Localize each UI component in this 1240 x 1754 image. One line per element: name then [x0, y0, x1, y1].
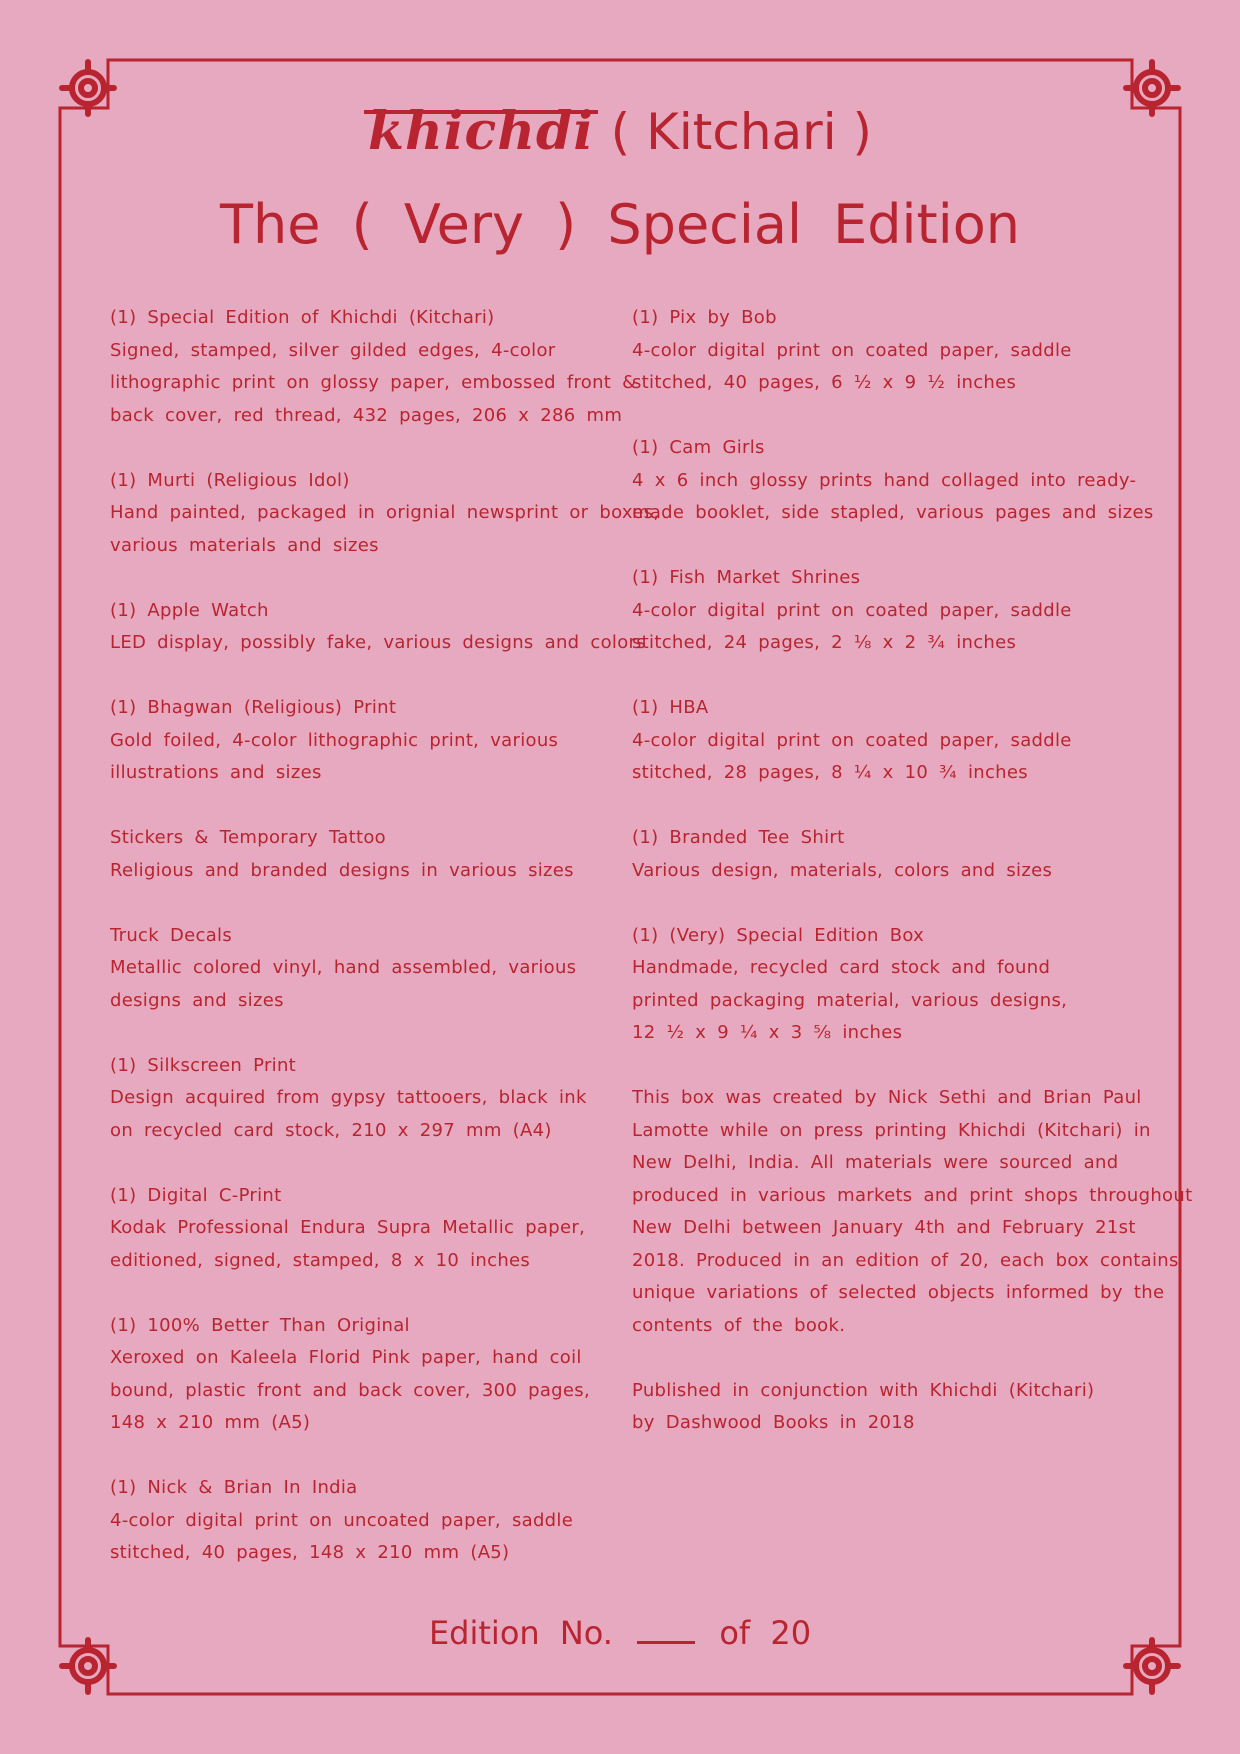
- entry-line: Signed, stamped, silver gilded edges, 4-color: [110, 339, 556, 361]
- brand-wordmark: khichdi: [367, 101, 595, 162]
- entry-line: LED display, possibly fake, various designs and colors: [110, 632, 646, 653]
- entry-line: illustrations and sizes: [110, 762, 322, 783]
- entry-line: 148 x 210 mm (A5): [110, 1412, 311, 1433]
- entry-title: Stickers & Temporary Tattoo: [110, 827, 386, 848]
- entry-line: 4 x 6 inch glossy prints hand collaged into ready-: [632, 469, 1137, 491]
- entry-line: Religious and branded designs in various sizes: [110, 859, 574, 881]
- entry-line: New Delhi, India. All materials were sourced and: [632, 1152, 1119, 1173]
- entry-line: 4-color digital print on coated paper, saddle: [632, 339, 1072, 361]
- entry-line: stitched, 24 pages, 2 ⅛ x 2 ¾ inches: [632, 632, 1017, 653]
- entry-line: made booklet, side stapled, various pages and sizes: [632, 502, 1154, 523]
- entry-line: stitched, 40 pages, 148 x 210 mm (A5): [110, 1542, 510, 1563]
- entry-line: lithographic print on glossy paper, embossed front &: [110, 372, 637, 393]
- entry-line: various materials and sizes: [110, 534, 379, 556]
- entry-title: (1) Fish Market Shrines: [632, 567, 861, 588]
- entry-title: (1) Branded Tee Shirt: [632, 827, 845, 848]
- catalog-entry: [110, 822, 659, 887]
- entry-line: This box was created by Nick Sethi and Brian Paul: [632, 1087, 1142, 1108]
- catalog-entry: [110, 920, 659, 1018]
- entry-title: (1) Silkscreen Print: [110, 1054, 297, 1076]
- entry-line: 4-color digital print on coated paper, saddle: [632, 599, 1072, 621]
- entry-line: 2018. Produced in an edition of 20, each box contains: [632, 1249, 1179, 1271]
- entry-line: Lamotte while on press printing Khichdi (Kitchari) in: [632, 1119, 1151, 1141]
- catalog-entry: [110, 692, 659, 790]
- entry-line: Gold foiled, 4-color lithographic print, various: [110, 729, 559, 751]
- entry-title: (1) (Very) Special Edition Box: [632, 924, 925, 946]
- brand-paren-title: ( Kitchari ): [610, 103, 873, 161]
- entry-line: contents of the book.: [632, 1314, 846, 1336]
- entry-line: 4-color digital print on uncoated paper, saddle: [110, 1509, 574, 1531]
- entry-line: designs and sizes: [110, 989, 284, 1011]
- entry-title: (1) Cam Girls: [632, 437, 765, 458]
- catalog-entry: [632, 692, 1192, 790]
- catalog-entry: [632, 562, 1192, 660]
- entry-line: Kodak Professional Endura Supra Metallic paper,: [110, 1217, 586, 1238]
- catalog-entry: [110, 465, 659, 563]
- catalog-entry: [110, 302, 659, 432]
- catalog-entry: [110, 1472, 659, 1570]
- entry-title: (1) HBA: [632, 697, 709, 718]
- entry-title: (1) Pix by Bob: [632, 307, 777, 328]
- entry-line: Metallic colored vinyl, hand assembled, various: [110, 957, 577, 978]
- entry-line: unique variations of selected objects informed by the: [632, 1282, 1165, 1303]
- entry-title: (1) Digital C-Print: [110, 1184, 282, 1206]
- catalog-entry: [110, 1180, 659, 1278]
- catalog-entry: [632, 1375, 1192, 1440]
- entry-title: (1) Bhagwan (Religious) Print: [110, 697, 397, 718]
- entry-line: stitched, 28 pages, 8 ¼ x 10 ¾ inches: [632, 762, 1028, 783]
- edition-number-line: [0, 1608, 1240, 1658]
- entry-line: editioned, signed, stamped, 8 x 10 inches: [110, 1249, 531, 1271]
- entry-line: New Delhi between January 4th and February 21st: [632, 1217, 1136, 1238]
- left-column: [110, 302, 659, 1602]
- entry-line: back cover, red thread, 432 pages, 206 x 286 mm: [110, 404, 623, 426]
- entry-line: Handmade, recycled card stock and found: [632, 957, 1051, 978]
- entry-line: printed packaging material, various designs,: [632, 989, 1068, 1011]
- entry-line: Xeroxed on Kaleela Florid Pink paper, hand coil: [110, 1347, 582, 1368]
- catalog-entry: [110, 1050, 659, 1148]
- edition-suffix: of 20: [719, 1614, 812, 1652]
- entry-line: by Dashwood Books in 2018: [632, 1412, 915, 1433]
- entry-line: Published in conjunction with Khichdi (Kitchari): [632, 1379, 1095, 1401]
- catalog-entry: [110, 1310, 659, 1440]
- entry-title: (1) 100% Better Than Original: [110, 1314, 410, 1336]
- catalog-entry: [110, 595, 659, 660]
- entry-title: (1) Murti (Religious Idol): [110, 469, 350, 491]
- catalog-entry: [632, 302, 1192, 400]
- right-column: [632, 302, 1192, 1472]
- entry-line: Various design, materials, colors and sizes: [632, 859, 1053, 881]
- entry-line: Hand painted, packaged in orignial newsprint or boxes,: [110, 502, 660, 523]
- catalog-entry: [632, 920, 1192, 1050]
- catalog-entry: [632, 432, 1192, 530]
- entry-title: (1) Special Edition of Khichdi (Kitchari): [110, 307, 495, 328]
- edition-prefix: Edition No.: [428, 1614, 613, 1652]
- entry-line: 12 ½ x 9 ¼ x 3 ⅝ inches: [632, 1022, 903, 1043]
- entry-line: stitched, 40 pages, 6 ½ x 9 ½ inches: [632, 372, 1017, 393]
- catalog-entry: [632, 1082, 1192, 1342]
- entry-line: produced in various markets and print shops throughout: [632, 1184, 1193, 1206]
- entry-title: Truck Decals: [110, 924, 233, 946]
- page-title: [0, 100, 1240, 164]
- entry-line: 4-color digital print on coated paper, saddle: [632, 729, 1072, 751]
- entry-line: bound, plastic front and back cover, 300 pages,: [110, 1379, 590, 1401]
- entry-line: Design acquired from gypsy tattooers, black ink: [110, 1087, 587, 1108]
- entry-title: (1) Apple Watch: [110, 599, 269, 621]
- entry-line: on recycled card stock, 210 x 297 mm (A4): [110, 1119, 552, 1141]
- edition-number-blank: [637, 1613, 695, 1644]
- page-subtitle: The ( Very ) Special Edition: [220, 193, 1020, 256]
- catalog-entry: [632, 822, 1192, 887]
- entry-title: (1) Nick & Brian In India: [110, 1477, 358, 1498]
